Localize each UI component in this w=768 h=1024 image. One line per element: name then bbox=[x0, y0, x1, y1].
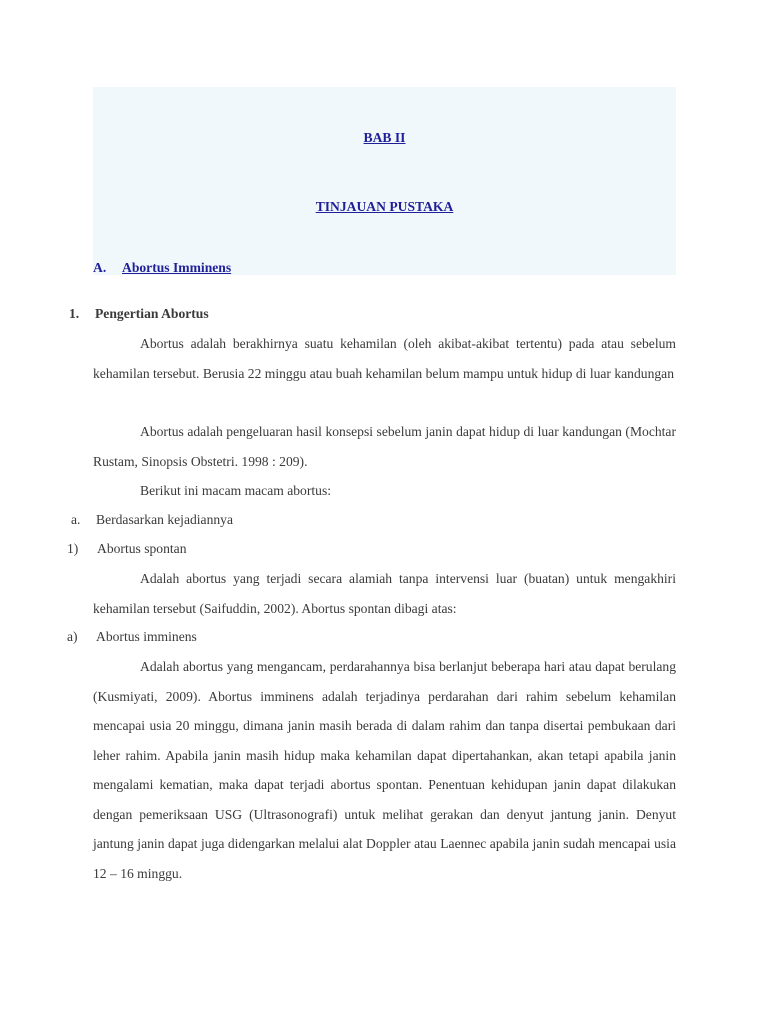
paragraph-abortus-spontan: Adalah abortus yang terjadi secara alamiah tanpa intervensi luar (buatan) untuk mengakhiri kehamilan tersebut (Saifuddin, 2002). Abortus spontan dibagi atas: bbox=[93, 571, 676, 616]
paragraph-definition-1: Abortus adalah berakhirnya suatu kehamilan (oleh akibat-akibat tertentu) pada atau sebelum kehamilan tersebut. Berusia 22 minggu atau buah kehamilan belum mampu untuk hidup di luar kandungan bbox=[93, 336, 676, 381]
list-item-a bbox=[71, 512, 233, 528]
list-marker: a. bbox=[71, 512, 81, 527]
section-marker: A. bbox=[93, 260, 107, 275]
paragraph-types-intro: Berikut ini macam macam abortus: bbox=[140, 483, 332, 498]
subsection-title: Pengertian Abortus bbox=[95, 306, 209, 321]
subsection-marker: 1. bbox=[69, 306, 80, 321]
paragraph-abortus-imminens: Adalah abortus yang mengancam, perdarahannya bisa berlanjut beberapa hari atau dapat berulang (Kusmiyati, 2009). Abortus imminens adalah terjadinya perdarahan dari rahim sebelum kehamilan mencapai usia 20 minggu, dimana janin masih berada di dalam rahim dan tanpa disertai pembukaan dari leher rahim. Apabila janin masih hidup maka kehamilan dapat dipertahankan, akan tetapi apabila janin mengalami kematian, maka dapat terjadi abortus spontan. Penentuan kehidupan janin dapat dilakukan dengan pemeriksaan USG (Ultrasonografi) untuk melihat gerakan dan denyut jantung janin. Denyut jantung janin dapat juga didengarkan melalui alat Doppler atau Laennec apabila janin sudah mencapai usia 12 – 16 minggu. bbox=[93, 659, 676, 881]
subsection-heading bbox=[69, 306, 209, 322]
list-label: Abortus imminens bbox=[96, 629, 197, 644]
list-label: Berdasarkan kejadiannya bbox=[96, 512, 234, 527]
title-block-background bbox=[93, 87, 676, 275]
section-title: Abortus Imminens bbox=[122, 260, 232, 275]
list-marker: 1) bbox=[67, 541, 79, 556]
paragraph-definition-2: Abortus adalah pengeluaran hasil konsepsi sebelum janin dapat hidup di luar kandungan (Mochtar Rustam, Sinopsis Obstetri. 1998 : 209). bbox=[93, 424, 676, 469]
list-item-a-paren bbox=[67, 629, 197, 645]
section-heading bbox=[93, 260, 231, 276]
list-label: Abortus spontan bbox=[97, 541, 187, 556]
list-item-1 bbox=[67, 541, 187, 557]
chapter-title: TINJAUAN PUSTAKA bbox=[315, 199, 454, 214]
list-marker: a) bbox=[67, 629, 78, 644]
chapter-heading: BAB II bbox=[363, 130, 406, 145]
